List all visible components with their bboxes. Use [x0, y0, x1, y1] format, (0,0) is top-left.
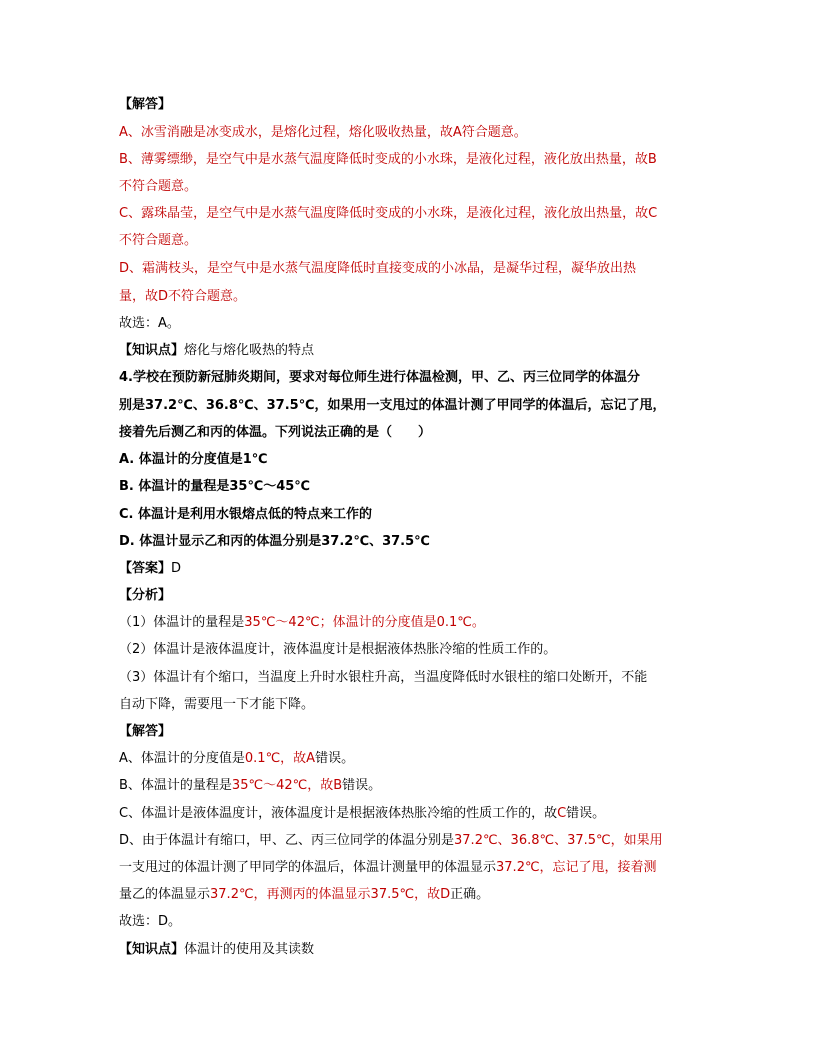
question-stem-line3: 接着先后测乙和丙的体温。下列说法正确的是（ ） — [119, 425, 432, 440]
solution-line-d1: D、霜满枝头，是空气中是水蒸气温度降低时直接变成的小冰晶，是凝华过程，凝华放出热 — [119, 261, 637, 276]
q4-knowledge-label: 【知识点】 — [119, 942, 185, 957]
solution-line-c1: C、露珠晶莹，是空气中是水蒸气温度降低时变成的小水珠，是液化过程，液化放出热量，故C — [119, 206, 658, 221]
analysis-item-3-line2: 自动下降，需要甩一下才能下降。 — [119, 697, 315, 712]
solution-line-b2: 不符合题意。 — [119, 179, 198, 194]
knowledge-point — [119, 341, 709, 361]
q4-solution-d1: D、由于体温计有缩口，甲、乙、丙三位同学的体温分别是37.2℃、36.8℃、37.5℃，如果用 — [119, 833, 663, 848]
answer-value: D — [171, 561, 182, 576]
answer-line — [119, 559, 709, 579]
option-d: D. 体温计显示乙和丙的体温分别是37.2℃、37.5℃ — [119, 534, 430, 549]
q4-solution-d3: 量乙的体温显示37.2℃，再测丙的体温显示37.5℃，故D正确。 — [119, 887, 490, 902]
solution-choice: 故选：A。 — [119, 316, 180, 331]
q4-solution-a: A、体温计的分度值是0.1℃，故A错误。 — [119, 751, 355, 766]
solution-line-d2: 量，故D不符合题意。 — [119, 289, 247, 304]
q4-solution-c: C、体温计是液体温度计，液体温度计是根据液体热胀冷缩的性质工作的，故C错误。 — [119, 806, 606, 821]
analysis-item-3-line1: （3）体温计有个缩口，当温度上升时水银柱升高，当温度降低时水银柱的缩口处断开，不能 — [119, 670, 648, 685]
q4-choice: 故选：D。 — [119, 914, 182, 929]
analysis-item-1: （1）体温计的量程是35℃～42℃；体温计的分度值是0.1℃。 — [119, 615, 485, 630]
solution-header: 【解答】 — [119, 97, 172, 112]
solution-line-c2: 不符合题意。 — [119, 233, 198, 248]
answer-label: 【答案】 — [119, 561, 172, 576]
question-stem-line2: 别是37.2℃、36.8℃、37.5℃，如果用一支甩过的体温计测了甲同学的体温后，忘记了甩， — [119, 398, 666, 413]
option-b: B. 体温计的量程是35℃～45℃ — [119, 479, 311, 494]
analysis-header: 【分析】 — [119, 588, 172, 603]
option-c: C. 体温计是利用水银熔点低的特点来工作的 — [119, 507, 373, 522]
analysis-item-2: （2）体温计是液体温度计，液体温度计是根据液体热胀冷缩的性质工作的。 — [119, 642, 557, 657]
option-a: A. 体温计的分度值是1℃ — [119, 452, 268, 467]
knowledge-text: 熔化与熔化吸热的特点 — [184, 343, 315, 358]
question-stem-line1: 4.学校在预防新冠肺炎期间，要求对每位师生进行体温检测，甲、乙、丙三位同学的体温分 — [119, 370, 640, 385]
q4-knowledge-text: 体温计的使用及其读数 — [184, 942, 315, 957]
q4-knowledge-point — [119, 940, 709, 960]
q4-solution-d2: 一支甩过的体温计测了甲同学的体温后，体温计测量甲的体温显示37.2℃，忘记了甩，接着测 — [119, 860, 657, 875]
knowledge-label: 【知识点】 — [119, 343, 185, 358]
solution-line-a: A、冰雪消融是冰变成水，是熔化过程，熔化吸收热量，故A符合题意。 — [119, 125, 527, 140]
solution-header-q4: 【解答】 — [119, 724, 172, 739]
q4-solution-b: B、体温计的量程是35℃～42℃，故B错误。 — [119, 778, 382, 793]
solution-line-b1: B、薄雾缥缈，是空气中是水蒸气温度降低时变成的小水珠，是液化过程，液化放出热量，故B — [119, 152, 657, 167]
